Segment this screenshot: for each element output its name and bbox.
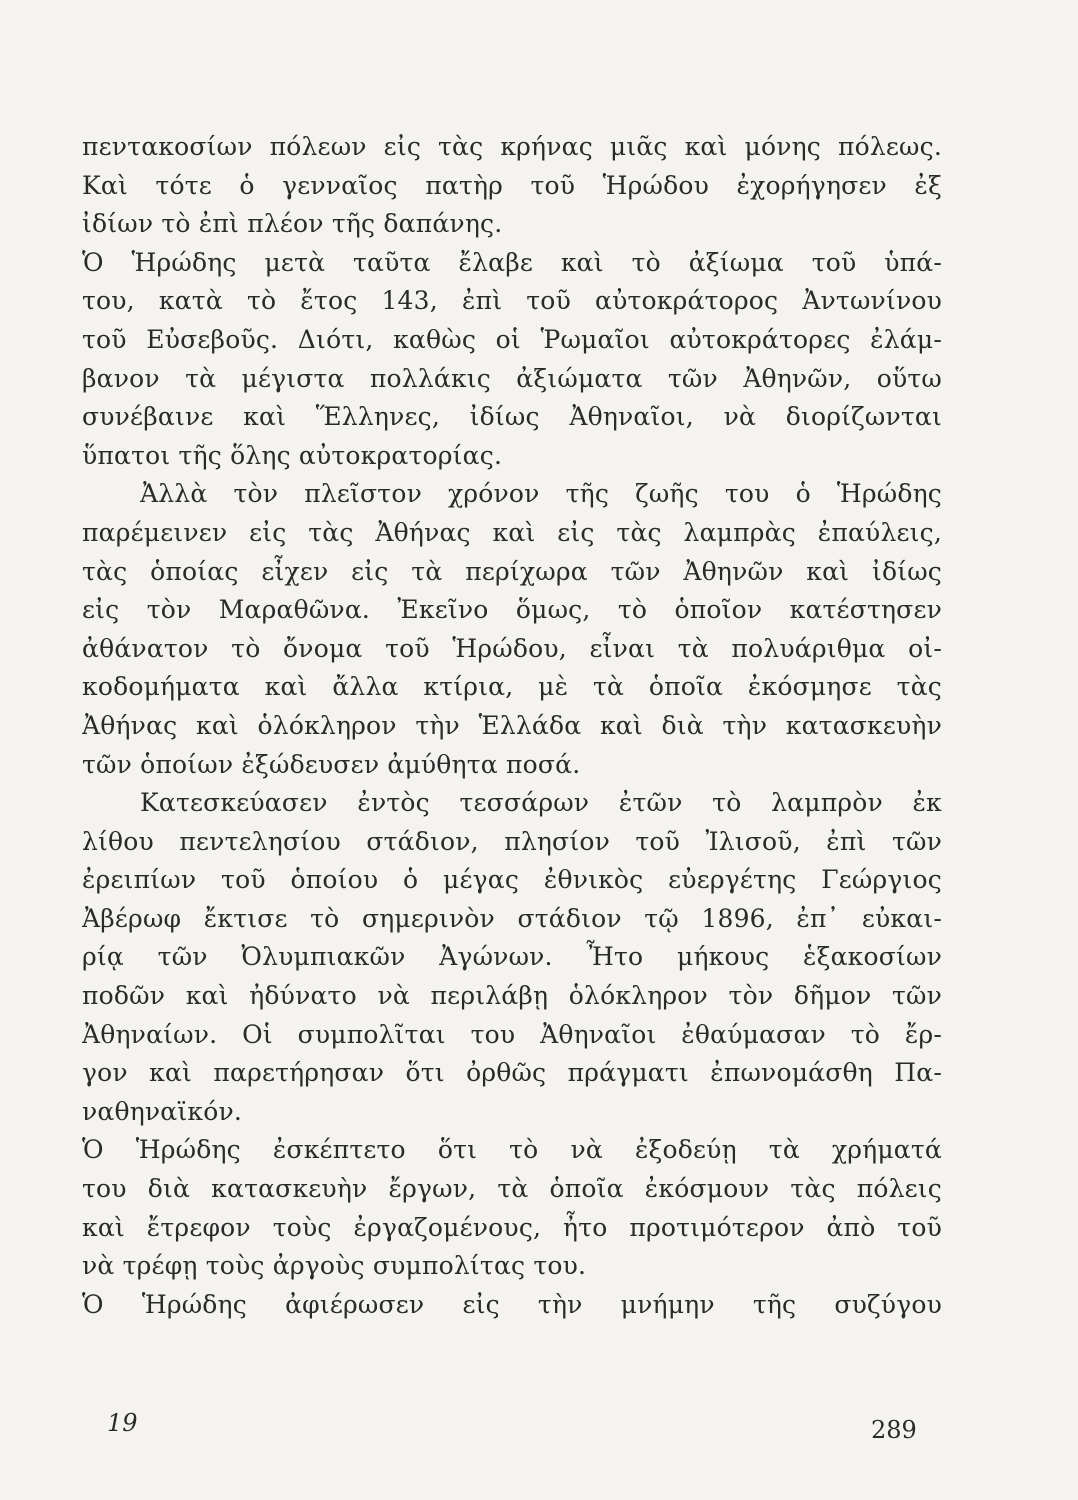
text-line: ρίᾳ τῶν Ὀλυμπιακῶν Ἀγώνων. Ἦτο μήκους ἑξακοσίων — [82, 942, 942, 972]
text-line: του, κατὰ τὸ ἔτος 143, ἐπὶ τοῦ αὐτοκράτορος Ἀντωνίνου — [82, 286, 942, 316]
text-line: κοδομήματα καὶ ἄλλα κτίρια, μὲ τὰ ὁποῖα ἐκόσμησε τὰς — [82, 672, 942, 702]
text-line: Ἀθηναίων. Οἱ συμπολῖται του Ἀθηναῖοι ἐθαύμασαν τὸ ἔρ- — [82, 1019, 942, 1049]
text-line: νὰ τρέφῃ τοὺς ἀργοὺς συμπολίτας του. — [82, 1251, 587, 1281]
paragraph-start-line: Ὁ Ἡρώδης ἐσκέπτετο ὅτι τὸ νὰ ἐξοδεύῃ τὰ χρήματά — [82, 1135, 942, 1165]
body-text — [82, 128, 942, 1324]
text-line: τῶν ὁποίων ἐξώδευσεν ἀμύθητα ποσά. — [82, 749, 581, 779]
text-line: γον καὶ παρετήρησαν ὅτι ὀρθῶς πράγματι ἐπωνομάσθη Πα- — [82, 1058, 942, 1088]
paragraph-start-line: Ὁ Ἡρώδης μετὰ ταῦτα ἔλαβε καὶ τὸ ἀξίωμα τοῦ ὑπά- — [82, 247, 942, 277]
page-number: 289 — [871, 1416, 917, 1444]
text-line: ποδῶν καὶ ἠδύνατο νὰ περιλάβῃ ὁλόκληρον τὸν δῆμον τῶν — [82, 981, 942, 1011]
text-line: ἰδίων τὸ ἐπὶ πλέον τῆς δαπάνης. — [82, 209, 503, 239]
signature-mark: 19 — [107, 1409, 138, 1437]
text-line: συνέβαινε καὶ Ἕλληνες, ἰδίως Ἀθηναῖοι, νὰ διορίζωνται — [82, 402, 942, 432]
text-line: καὶ ἔτρεφον τοὺς ἐργαζομένους, ἦτο προτιμότερον ἀπὸ τοῦ — [82, 1212, 942, 1242]
paragraph-start-line: Κατεσκεύασεν ἐντὸς τεσσάρων ἐτῶν τὸ λαμπρὸν ἐκ — [140, 788, 942, 818]
text-line: Ἀθήνας καὶ ὁλόκληρον τὴν Ἑλλάδα καὶ διὰ τὴν κατασκευὴν — [82, 710, 942, 740]
text-line: ἐρειπίων τοῦ ὁποίου ὁ μέγας ἐθνικὸς εὐεργέτης Γεώργιος — [82, 865, 942, 895]
text-line: ναθηναϊκόν. — [82, 1096, 243, 1126]
text-line: βανον τὰ μέγιστα πολλάκις ἀξιώματα τῶν Ἀθηνῶν, οὕτω — [82, 363, 942, 393]
paragraph-start-line: Ἀλλὰ τὸν πλεῖστον χρόνον τῆς ζωῆς του ὁ Ἡρώδης — [140, 479, 942, 509]
text-line: παρέμεινεν εἰς τὰς Ἀθήνας καὶ εἰς τὰς λαμπρὰς ἐπαύλεις, — [82, 517, 942, 547]
text-line: του διὰ κατασκευὴν ἔργων, τὰ ὁποῖα ἐκόσμουν τὰς πόλεις — [82, 1174, 942, 1204]
text-line: ἀθάνατον τὸ ὄνομα τοῦ Ἡρώδου, εἶναι τὰ πολυάριθμα οἰ- — [82, 633, 942, 663]
text-line: Καὶ τότε ὁ γενναῖος πατὴρ τοῦ Ἡρώδου ἐχορήγησεν ἐξ — [82, 170, 942, 200]
text-line: πεντακοσίων πόλεων εἰς τὰς κρήνας μιᾶς καὶ μόνης πόλεως. — [82, 132, 942, 161]
text-line: τοῦ Εὐσεβοῦς. Διότι, καθὼς οἱ Ῥωμαῖοι αὐτοκράτορες ἐλάμ- — [82, 324, 942, 354]
text-line: ὕπατοι τῆς ὅλης αὐτοκρατορίας. — [82, 440, 503, 470]
text-line: λίθου πεντελησίου στάδιον, πλησίον τοῦ Ἰλισοῦ, ἐπὶ τῶν — [82, 826, 942, 856]
paragraph-start-line: Ὁ Ἡρώδης ἀφιέρωσεν εἰς τὴν μνήμην τῆς συζύγου — [82, 1289, 942, 1319]
text-line: Ἀβέρωφ ἔκτισε τὸ σημερινὸν στάδιον τῷ 1896, ἐπ᾽ εὐκαι- — [82, 903, 942, 933]
text-line: τὰς ὁποίας εἶχεν εἰς τὰ περίχωρα τῶν Ἀθηνῶν καὶ ἰδίως — [82, 556, 942, 586]
text-line: εἰς τὸν Μαραθῶνα. Ἐκεῖνο ὅμως, τὸ ὁποῖον κατέστησεν — [82, 595, 942, 625]
